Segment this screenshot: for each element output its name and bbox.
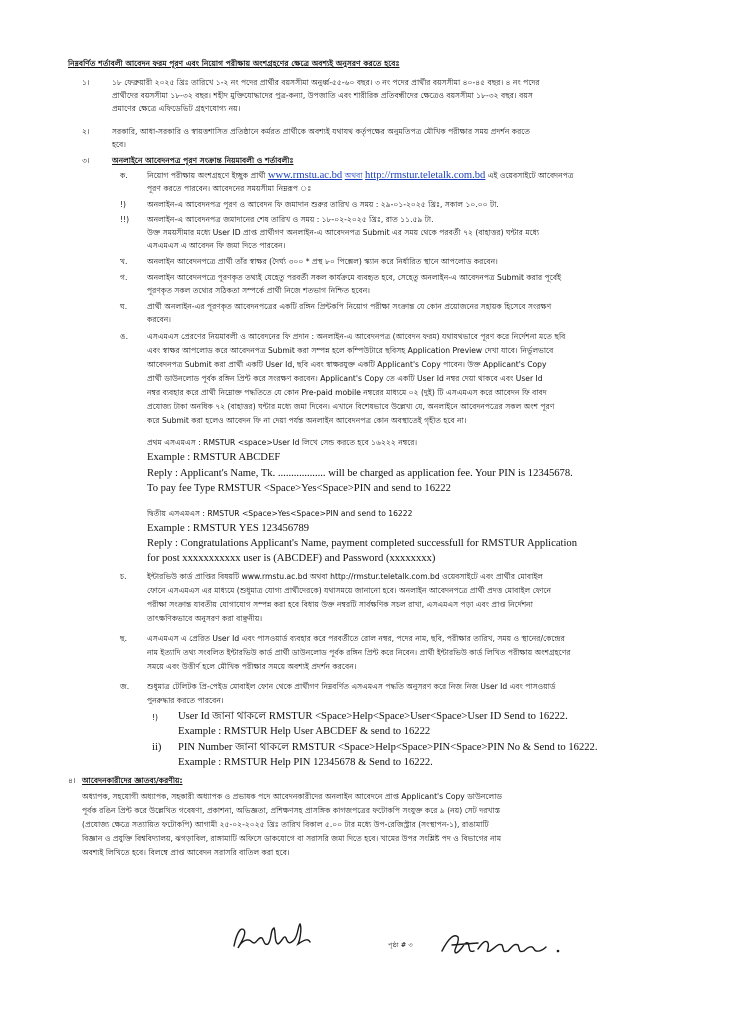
item-ja-sub-marker: ii) bbox=[152, 742, 162, 753]
sms2-reply: Reply : Congratulations Applicant's Name, payment completed successfull for RMSTUR Application bbox=[147, 538, 578, 549]
teletalk-website-link[interactable]: http://rmstur.teletalk.com.bd bbox=[365, 170, 486, 181]
item-i-marker: !) bbox=[120, 200, 127, 209]
recover-userid-instruction: User Id জানা থাকলে RMSTUR <Space>Help<Space>User<Space>User ID Send to 16222. bbox=[178, 711, 568, 722]
section-1-number: ১। bbox=[82, 78, 90, 87]
item-ja-line: পুনরুদ্ধার করতে পারবেন। bbox=[147, 696, 224, 705]
item-ja-sub-marker: !) bbox=[152, 713, 159, 722]
item-ka-marker: ক. bbox=[120, 171, 128, 180]
item-chha-line: এসএমএস এ প্রেরিত User Id এবং পাসওয়ার্ড ব্যবহার করে পরবর্তীতে রোল নম্বর, পদের নাম, ছবি, পরীক্ষার তারিখ, সময় ও স্থানের/কেন্দ্রের bbox=[147, 634, 565, 643]
item-cha-line: পরীক্ষা সংক্রান্ত যাবতীয় যোগাযোগ সম্পন্ন করা হবে বিধায় উক্ত নম্বরটি সার্বক্ষণিক সচল রাখা, এসএমএস পড়া এবং প্রাপ্ত নির্দেশনা bbox=[147, 600, 533, 609]
sms1-pay: To pay fee Type RMSTUR <Space>Yes<Space>PIN and send to 16222 bbox=[147, 483, 451, 494]
item-nga-line: আবেদনপত্র Submit করা প্রার্থী একটি User Id, ছবি এবং স্বাক্ষরযুক্ত একটি Applicant's Copy পাবেন। উক্ত Applicant's Copy bbox=[147, 360, 547, 369]
page-heading: নিম্নবর্ণিত শর্তাবলী আবেদন ফরম পূরণ এবং নিয়োগ পরীক্ষায় অংশগ্রহণের ক্ষেত্রে অবশ্যই অনুসরণ করতে হবেঃ bbox=[68, 59, 400, 68]
item-chha-line: সময়ে এবং উত্তীর্ণ হলে মৌখিক পরীক্ষার সময়ে অবশ্যই প্রদর্শন করবেন। bbox=[147, 662, 357, 671]
sms1-label: প্রথম এসএমএস : RMSTUR <space>User Id লিখে সেন্ড করতে হবে ১৬২২২ নম্বরে। bbox=[147, 438, 418, 447]
item-ja-line: শুধুমাত্র টেলিটক প্রি-পেইড মোবাইল ফোন থেকে প্রার্থীগণ নিম্নবর্ণিত এসএমএস পদ্ধতি অনুসরণ করে নিজ নিজ User Id এবং পাসওয়ার্ড bbox=[147, 682, 556, 691]
signature-left bbox=[228, 918, 320, 956]
recover-pin-instruction: PIN Number জানা থাকলে RMSTUR <Space>Help<Space>PIN<Space>PIN No & Send to 16222. bbox=[178, 742, 598, 753]
sms2-example: Example : RMSTUR YES 123456789 bbox=[147, 523, 310, 534]
item-nga-line: এবং স্বাক্ষর আপলোড করে আবেদনপত্র Submit করা সম্পন্ন হলে কম্পিউটারে ছবিসহ Application Preview দেখা যাবে। নির্ভুলভাবে bbox=[147, 346, 554, 355]
item-kha-line: অনলাইন আবেদনপত্রে প্রার্থী তাঁর স্বাক্ষর (দৈর্ঘ্য ৩০০ * প্রস্থ ৮০ পিক্সেল) স্ক্যান করে নির্ধারিত স্থানে আপলোড করবেন। bbox=[147, 257, 498, 266]
item-i-line: অনলাইন-এ আবেদনপত্র পূরণ ও আবেদন ফি জমাদান শুরুর তারিখ ও সময় : ২৯-০১-২০২৫ খ্রিঃ, সকাল ১০.০০ টা. bbox=[147, 200, 499, 209]
item-gha-line: প্রার্থী অনলাইন-এর পূরণকৃত আবেদনপত্রের একটি রঙ্গিন প্রিন্টকপি নিয়োগ পরীক্ষা সংক্রান্ত যে কোন প্রয়োজনের সহায়ক হিসেবে সংরক্ষণ bbox=[147, 302, 552, 311]
item-nga-line: করে Submit করা হলেও আবেদন ফি না দেয়া পর্যন্ত অনলাইন আবেদনপত্র কোন অবস্থাতেই গৃহীত হবে না। bbox=[147, 416, 467, 425]
section-3-title: অনলাইনে আবেদনপত্র পূরণ সংক্রান্ত নিয়মাবলী ও শর্তাবলীঃ bbox=[112, 156, 294, 165]
section-1-line: প্রমাণের ক্ষেত্রে এফিডেভিট গ্রহণযোগ্য নয়। bbox=[112, 104, 241, 113]
section-2-line: সরকারি, আধা-সরকারি ও স্বায়ত্তশাসিত প্রতিষ্ঠানে কর্মরত প্রার্থীকে অবশ্যই যথাযথ কর্তৃপক্ষের অনুমতিপত্র মৌখিক পরীক্ষার সময় প্রদর্শন করতে bbox=[112, 127, 531, 136]
item-ii-line: অনলাইন-এ আবেদনপত্র জমাদানের শেষ তারিখ ও সময় : ১৮-০২-২০২৫ খ্রিঃ, রাত ১১.৫৯ টা. bbox=[147, 215, 434, 224]
item-nga-line: প্রযোজ্য টাকা অনধিক ৭২ (বাহাত্তর) ঘন্টার মধ্যে জমা দিবেন। এখানে বিশেষভাবে উল্লেখ্য যে, অনলাইনে আবেদনপত্রের সকল অংশ পূরণ bbox=[147, 402, 555, 411]
or-text: অথবা bbox=[344, 171, 363, 180]
sms2-reply: for post xxxxxxxxxxx user is (ABCDEF) and Password (xxxxxxxx) bbox=[147, 553, 436, 564]
item-ka-text: নিয়োগ পরীক্ষায় অংশগ্রহণে ইচ্ছুক প্রার্থী bbox=[147, 171, 266, 180]
item-ii-line: এসএমএস এ আবেদন ফি জমা দিতে পারবেন। bbox=[147, 241, 286, 250]
section-2-number: ২। bbox=[82, 127, 90, 136]
section-1-line: প্রার্থীদের বয়সসীমা ১৮-৩২ বছর। শহীদ মুক্তিযোদ্ধাদের পুত্র-কন্যা, উপজাতি এবং শারীরিক প্রতিবন্ধীদের ক্ষেত্রেও বয়সসীমা ১৮-৩২ বছর। বয়স bbox=[112, 91, 533, 100]
signature-right bbox=[438, 925, 568, 961]
item-ga-line: পূরণকৃত সকল তথ্যের সঠিকতা সম্পর্কে প্রার্থী নিজে শতভাগ নিশ্চিত হবেন। bbox=[147, 286, 370, 295]
item-ka-line bbox=[147, 170, 573, 182]
item-cha-line: ইন্টারভিউ কার্ড প্রাপ্তির বিষয়টি www.rmstu.ac.bd অথবা http://rmstur.teletalk.com.bd ওয়েবসাইটে এবং প্রার্থীর মোবাইল bbox=[147, 572, 543, 581]
item-nga-marker: ঙ. bbox=[120, 332, 128, 341]
recover-userid-example: Example : RMSTUR Help User ABCDEF & send to 16222 bbox=[178, 726, 431, 737]
item-gha-line: করবেন। bbox=[147, 315, 172, 324]
section-2-line: হবে। bbox=[112, 140, 126, 149]
item-chha-line: নাম ইত্যাদি তথ্য সংবলিত ইন্টারভিউ কার্ড প্রার্থী ডাউনলোড পূর্বক রঙ্গিন প্রিন্ট করে নিবেন। প্রার্থী ইন্টারভিউ কার্ড লিখিত পরীক্ষায় অংশগ্রহণের bbox=[147, 648, 571, 657]
item-ka-line: পূরণ করতে পারবেন। আবেদনের সময়সীমা নিম্নরূপ ঃ bbox=[147, 184, 312, 193]
sms2-label: দ্বিতীয় এসএমএস : RMSTUR <Space>Yes<Space>PIN and send to 16222 bbox=[147, 509, 413, 518]
item-chha-marker: ছ. bbox=[120, 634, 128, 643]
item-ga-marker: গ. bbox=[120, 273, 128, 282]
item-cha-marker: চ. bbox=[120, 572, 127, 581]
section-4-line: বিজ্ঞান ও প্রযুক্তি বিশ্ববিদ্যালয়, ঝগড়াবিল, রাঙ্গামাটি অফিসে ডাকযোগে বা সরাসরি জমা দিতে হবে। খামের উপর সংশ্লিষ্ট পদ ও বিভাগের নাম bbox=[82, 834, 502, 843]
item-ii-line: উক্ত সময়সীমার মধ্যে User ID প্রাপ্ত প্রার্থীগণ অনলাইন-এ আবেদনপত্র Submit এর সময় থেকে পরবর্তী ৭২ (বাহাত্তর) ঘন্টার মধ্যে bbox=[147, 228, 540, 237]
section-4-line: পূর্বক রঙিন প্রিন্ট করে উল্লেখিত গবেষণা, প্রকাশনা, অভিজ্ঞতা, প্রশিক্ষণসহ প্রাসঙ্গিক কাগজপত্রের ফটোকপি সংযুক্ত করে ৯ (নয়) সেট দরখাস্ত bbox=[82, 806, 501, 815]
item-cha-line: তাৎক্ষণিকভাবে অনুসরণ করা বাঞ্ছনীয়। bbox=[147, 614, 263, 623]
item-nga-line: প্রার্থী ডাউনলোড পূর্বক রঙ্গিন প্রিন্ট করে সংরক্ষণ করবেন। Applicant's Copy তে একটি User Id নম্বর দেয়া থাকবে এবং User Id bbox=[147, 374, 543, 383]
item-kha-marker: খ. bbox=[120, 257, 128, 266]
section-4-line: অধ্যাপক, সহযোগী অধ্যাপক, সহকারী অধ্যাপক ও প্রভাষক পদে আবেদনকারীদের অনলাইন আবেদনে প্রাপ্ত Applicant's Copy ডাউনলোড bbox=[82, 792, 502, 801]
section-1-line: ১৮ ফেব্রুয়ারী ২০২৫ খ্রিঃ তারিখে ১-২ নং পদের প্রার্থীর বয়সসীমা অনুর্ধ্ব-৫৫-৬০ বছর। ৩ নং পদের প্রার্থীর বয়সসীমা ৪০-৪৫ বছর। ৪ নং পদের bbox=[112, 78, 540, 87]
section-4-line: (প্রযোজ্য ক্ষেত্রে সত্যায়িত ফটোকপি) আগামী ২৫-০২-২০২৫ খ্রিঃ তারিখ বিকাল ৫.০০ টার মধ্যে উপ-রেজিস্ট্রার (সংস্থাপন-১), রাঙামাটি bbox=[82, 820, 489, 829]
item-ii-marker: !!) bbox=[120, 215, 130, 224]
rmstu-website-link[interactable]: www.rmstu.ac.bd bbox=[267, 170, 343, 181]
section-4-title: আবেদনকারীদের জ্ঞাতব্য/করণীয়: bbox=[82, 776, 183, 785]
item-ja-marker: জ. bbox=[120, 682, 130, 691]
sms1-reply: Reply : Applicant's Name, Tk. .................. will be charged as application fee. Your PIN is 12345678. bbox=[147, 468, 573, 479]
item-ga-line: অনলাইন আবেদনপত্রে পূরণকৃত তথ্যই যেহেতু পরবর্তী সকল কার্যক্রমে ব্যবহৃত হবে, সেহেতু অনলাইন-এ আবেদনপত্র Submit করার পূর্বেই bbox=[147, 273, 562, 282]
recover-pin-example: Example : RMSTUR Help PIN 12345678 & Send to 16222. bbox=[178, 757, 433, 768]
item-nga-line: এসএমএস প্রেরণের নিয়মাবলী ও আবেদনের ফি প্রদান : অনলাইন-এ আবেদনপত্র (আবেদন ফরম) যথাযথভাবে পূরণ করে নির্দেশনা মতে ছবি bbox=[147, 332, 566, 341]
item-ka-text: এই ওয়েবসাইটে আবেদনপত্র bbox=[487, 171, 574, 180]
item-cha-line: ফোনে এসএমএস এর মাধ্যমে (শুধুমাত্র যোগ্য প্রার্থীদেরকে) যথাসময়ে জানানো হবে। অনলাইন আবেদনপত্রে প্রার্থী প্রদত্ত মোবাইল ফোনে bbox=[147, 586, 552, 595]
item-gha-marker: ঘ. bbox=[120, 302, 128, 311]
sms1-example: Example : RMSTUR ABCDEF bbox=[147, 452, 281, 463]
section-4-number: ৪। bbox=[68, 776, 76, 785]
section-4-line: অবশ্যই লিখিতে হবে। বিলম্বে প্রাপ্ত আবেদন সরাসরি বাতিল করা হবে। bbox=[82, 848, 290, 857]
section-3-number: ৩। bbox=[82, 156, 90, 165]
page-number: পৃষ্ঠা # ৩ bbox=[388, 941, 413, 949]
item-nga-line: নম্বর ব্যবহার করে প্রার্থী নিম্নোক্ত পদ্ধতিতে যে কোন Pre-paid mobile নম্বরের মাধ্যমে ০২ (দুই) টি এসএমএস করে আবেদন ফি বাবদ bbox=[147, 388, 547, 397]
